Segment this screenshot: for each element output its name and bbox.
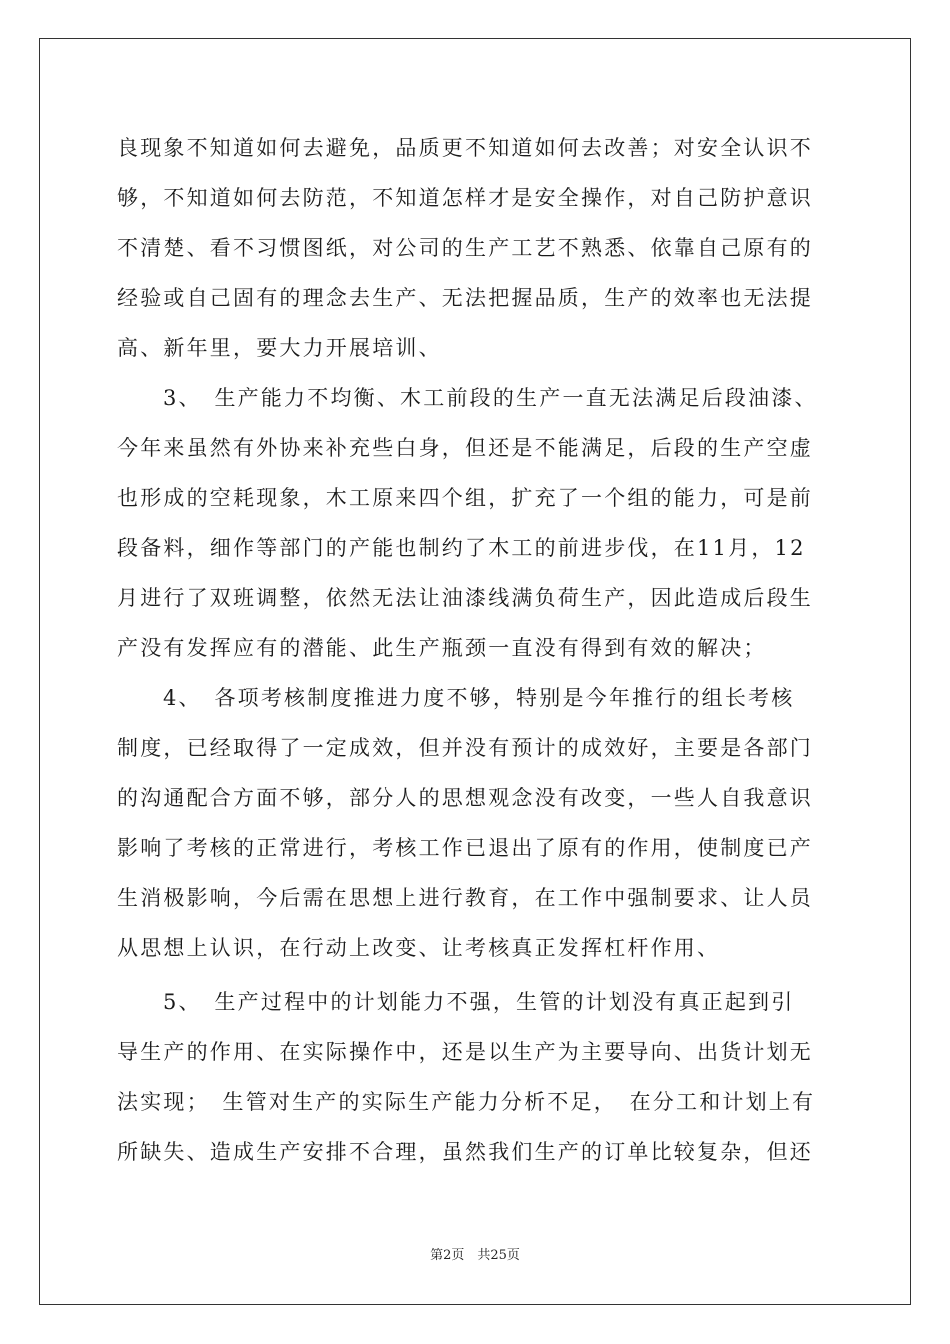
text-line: 今年来虽然有外协来补充些白身，但还是不能满足，后段的生产空虚 [117, 436, 813, 460]
text-line: 良现象不知道如何去避免，品质更不知道如何去改善；对安全认识不 [117, 136, 813, 160]
page-number-footer: 第2页 共25页 [430, 1248, 520, 1263]
paragraph-4-start: 4、 各项考核制度推进力度不够，特别是今年推行的组长考核 [163, 686, 795, 710]
text-line: 生消极影响，今后需在思想上进行教育，在工作中强制要求、让人员 [117, 886, 813, 910]
text-line: 制度，已经取得了一定成效，但并没有预计的成效好，主要是各部门 [117, 736, 813, 760]
text-line: 影响了考核的正常进行，考核工作已退出了原有的作用，使制度已产 [117, 836, 813, 860]
text-line: 也形成的空耗现象，木工原来四个组，扩充了一个组的能力，可是前 [117, 486, 813, 510]
paragraph-3-start: 3、 生产能力不均衡、木工前段的生产一直无法满足后段油漆、 [163, 386, 818, 410]
text-line: 所缺失、造成生产安排不合理，虽然我们生产的订单比较复杂，但还 [117, 1140, 813, 1164]
text-line: 产没有发挥应有的潜能、此生产瓶颈一直没有得到有效的解决； [117, 636, 767, 660]
text-line: 从思想上认识，在行动上改变、让考核真正发挥杠杆作用、 [117, 936, 721, 960]
text-line: 法实现； 生管对生产的实际生产能力分析不足， 在分工和计划上有 [117, 1090, 816, 1114]
text-line: 月进行了双班调整，依然无法让油漆线满负荷生产，因此造成后段生 [117, 586, 813, 610]
text-line: 段备料，细作等部门的产能也制约了木工的前进步伐，在11月，12 [117, 536, 806, 560]
text-line: 不清楚、看不习惯图纸，对公司的生产工艺不熟悉、依靠自己原有的 [117, 236, 813, 260]
text-line: 高、新年里，要大力开展培训、 [117, 336, 442, 360]
text-line: 导生产的作用、在实际操作中，还是以生产为主要导向、出货计划无 [117, 1040, 813, 1064]
paragraph-5-start: 5、 生产过程中的计划能力不强，生管的计划没有真正起到引 [163, 990, 795, 1014]
text-line: 经验或自己固有的理念去生产、无法把握品质，生产的效率也无法提 [117, 286, 813, 310]
document-body [117, 123, 835, 1177]
text-line: 的沟通配合方面不够，部分人的思想观念没有改变，一些人自我意识 [117, 786, 813, 810]
text-line: 够，不知道如何去防范，不知道怎样才是安全操作，对自己防护意识 [117, 186, 813, 210]
